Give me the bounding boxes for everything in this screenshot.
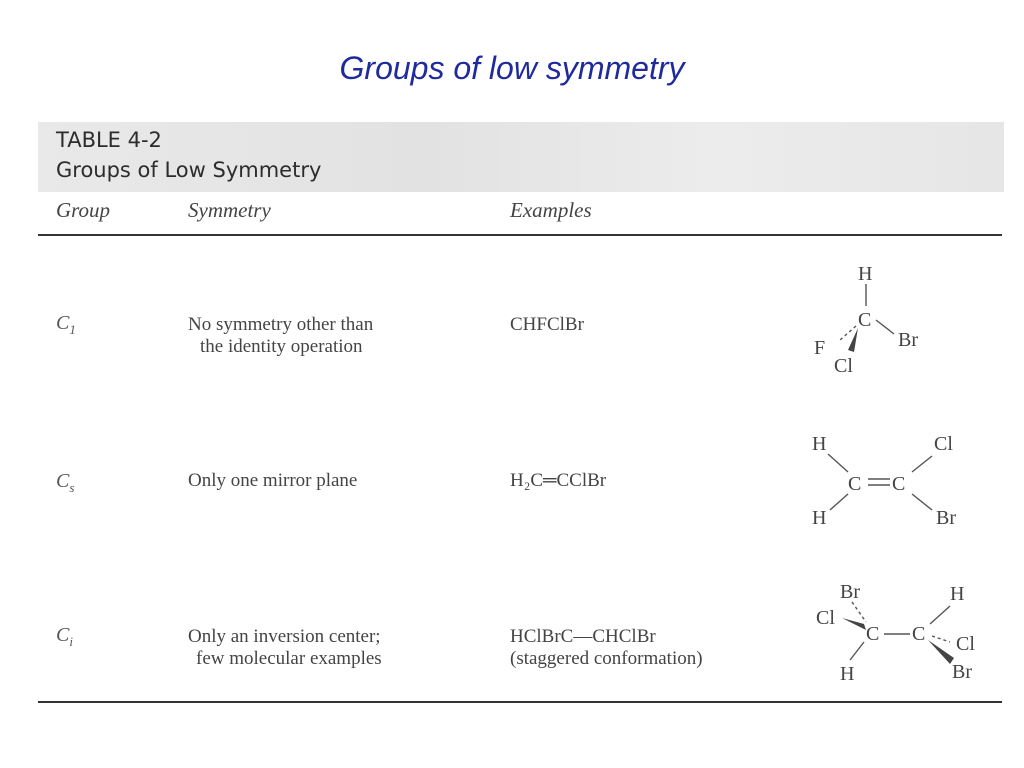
- row-c1-group: $C_1$: [56, 312, 76, 337]
- row-c1-structure: [800, 252, 980, 382]
- column-header-group: Group: [56, 198, 111, 222]
- atom-br-top: Br: [840, 581, 860, 603]
- atom-c-left: C: [848, 473, 862, 495]
- atom-h-top: H: [812, 433, 827, 455]
- atom-c-left: C: [866, 623, 880, 645]
- row-ci-symmetry: Only an inversion center; few molecular examples: [188, 626, 382, 669]
- slide-title: Groups of low symmetry: [339, 50, 685, 86]
- atom-cl-left: Cl: [816, 607, 835, 629]
- atom-c: C: [858, 309, 872, 331]
- atom-c-right: C: [912, 623, 926, 645]
- atom-h-bottom: H: [812, 507, 827, 529]
- table-caption: Groups of Low Symmetry: [56, 158, 322, 182]
- table-number: TABLE 4-2: [56, 128, 162, 152]
- atom-cl: Cl: [834, 355, 853, 377]
- table-top-rule: [38, 234, 1002, 236]
- row-cs-structure: [800, 422, 990, 532]
- table-bottom-rule: [38, 701, 1002, 703]
- atom-c-right: C: [892, 473, 906, 495]
- atom-cl: Cl: [934, 433, 953, 455]
- row-ci-group: $C_i$: [56, 624, 73, 649]
- column-header-examples: Examples: [510, 198, 592, 222]
- atom-br: Br: [898, 329, 918, 351]
- row-cs-group: $C_s$: [56, 470, 75, 495]
- atom-h: H: [858, 263, 873, 285]
- atom-br: Br: [936, 507, 956, 529]
- atom-h-top: H: [950, 583, 965, 605]
- atom-br-bottom: Br: [952, 661, 972, 683]
- column-header-symmetry: Symmetry: [188, 198, 271, 222]
- atom-cl-right: Cl: [956, 633, 975, 655]
- row-cs-symmetry: Only one mirror plane: [188, 470, 358, 491]
- row-cs-example: H₂C═CClBr: [510, 470, 607, 491]
- row-ci-structure: [800, 578, 995, 690]
- row-c1-example: CHFClBr: [510, 314, 584, 335]
- atom-h-bottom: H: [840, 663, 855, 685]
- row-c1-symmetry: No symmetry other than the identity operation: [188, 314, 374, 357]
- row-ci-example: HClBrC—CHClBr (staggered conformation): [510, 626, 703, 669]
- atom-f: F: [814, 337, 826, 359]
